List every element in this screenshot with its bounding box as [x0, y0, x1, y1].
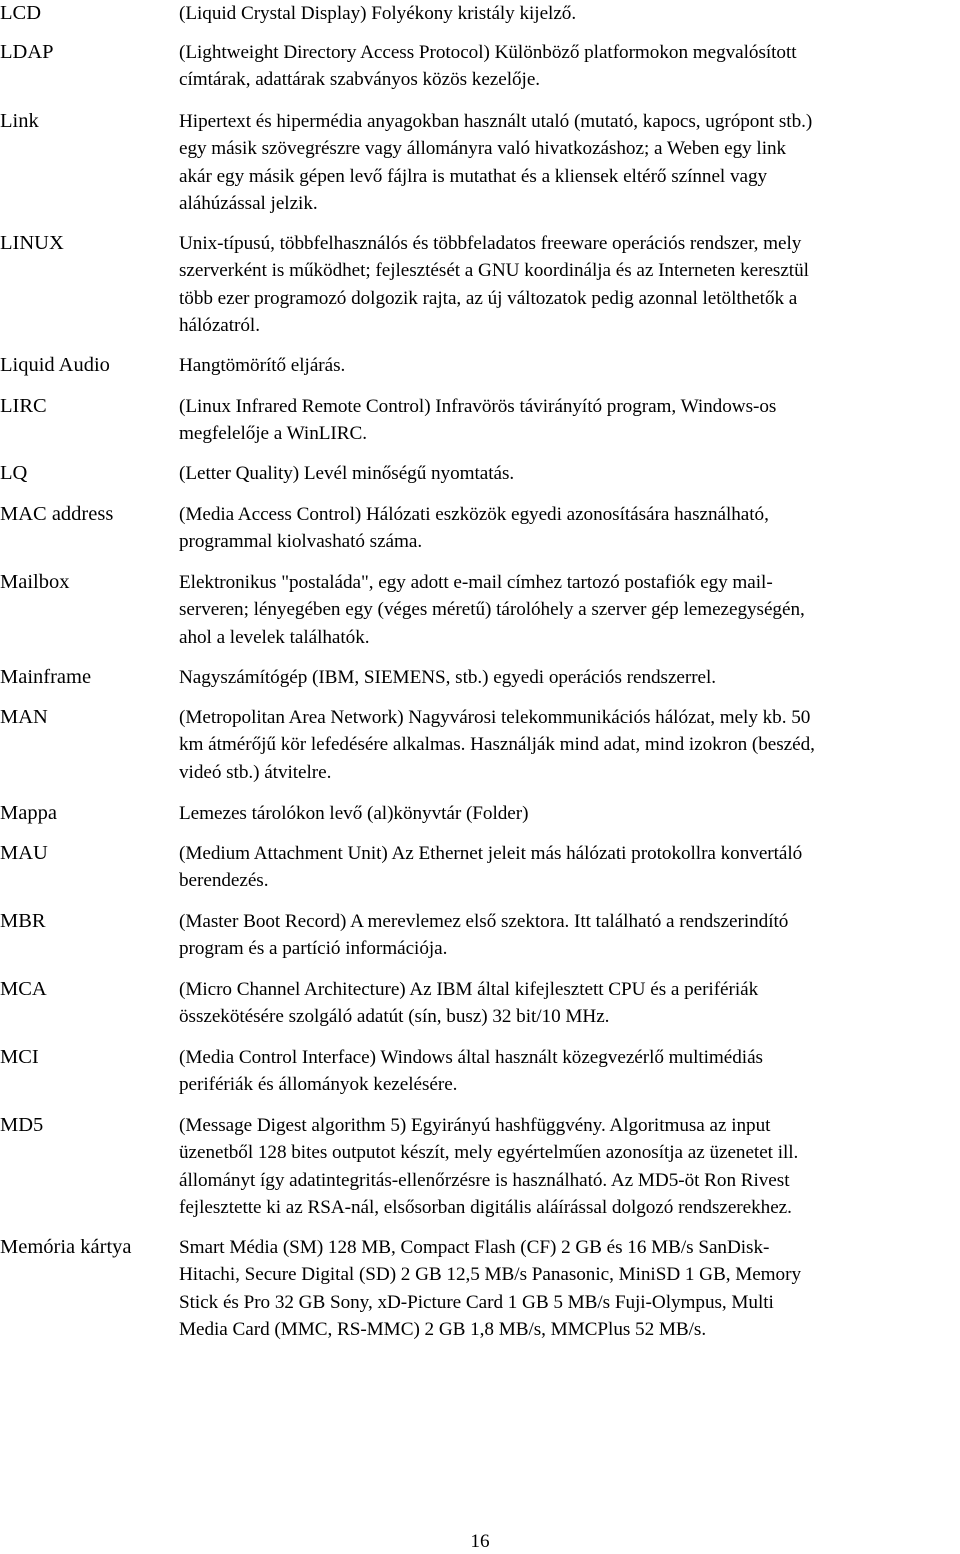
glossary-term: Liquid Audio	[0, 354, 110, 376]
definition-line: (Lightweight Directory Access Protocol) Különböző platformokon megvalósított	[179, 42, 797, 63]
glossary-definition	[179, 230, 960, 339]
glossary-definition	[179, 39, 960, 94]
definition-line: (Liquid Crystal Display) Folyékony kristály kijelző.	[179, 3, 577, 24]
definition-line: Nagyszámítógép (IBM, SIEMENS, stb.) egyedi operációs rendszerrel.	[179, 667, 717, 688]
glossary-term: MCA	[0, 978, 47, 1000]
definition-line: (Message Digest algorithm 5) Egyirányú hashfüggvény. Algoritmusa az input	[179, 1115, 771, 1136]
page-number: 16	[470, 1531, 490, 1552]
definition-line: aláhúzással jelzik.	[179, 192, 318, 214]
glossary-term: LCD	[0, 2, 41, 24]
definition-line: Hangtömörítő eljárás.	[179, 355, 346, 376]
definition-line: Lemezes tárolókon levő (al)könyvtár (Folder)	[179, 803, 529, 824]
definition-line: (Media Control Interface) Windows által használt közegvezérlő multimédiás	[179, 1047, 763, 1068]
glossary-term: MBR	[0, 910, 46, 932]
glossary-term: MCI	[0, 1046, 39, 1068]
glossary-definition	[179, 0, 960, 27]
glossary-definition	[179, 1234, 960, 1343]
glossary-definition	[179, 840, 960, 895]
glossary-definition	[179, 976, 960, 1031]
definition-line: perifériák és állományok kezelésére.	[179, 1074, 458, 1096]
definition-line: program és a partíció információja.	[179, 938, 448, 960]
glossary-term: LDAP	[0, 41, 54, 63]
definition-line: szerverként is működhet; fejlesztését a GNU koordinálja és az Interneten keresztül	[179, 260, 809, 282]
glossary-definition	[179, 664, 960, 691]
glossary-definition	[179, 108, 960, 217]
glossary-definition	[179, 393, 960, 448]
definition-line: videó stb.) átvitelre.	[179, 761, 332, 783]
glossary-definition	[179, 1112, 960, 1221]
glossary-definition	[179, 569, 960, 651]
definition-line: (Letter Quality) Levél minőségű nyomtatás.	[179, 463, 515, 484]
definition-line: (Master Boot Record) A merevlemez első szektora. Itt található a rendszerindító	[179, 911, 789, 932]
glossary-term: Link	[0, 110, 39, 132]
definition-line: megfelelője a WinLIRC.	[179, 423, 367, 445]
definition-line: (Media Access Control) Hálózati eszközök egyedi azonosítására használható,	[179, 504, 769, 525]
glossary-definition	[179, 908, 960, 963]
glossary-term: Mainframe	[0, 666, 92, 688]
definition-line: serveren; lényegében egy (véges méretű) tárolóhely a szerver gép lemezegységén,	[179, 599, 805, 621]
definition-line: (Micro Channel Architecture) Az IBM által kifejlesztett CPU és a perifériák	[179, 979, 759, 1000]
definition-line: berendezés.	[179, 870, 269, 892]
definition-line: Smart Média (SM) 128 MB, Compact Flash (CF) 2 GB és 16 MB/s SanDisk-	[179, 1237, 770, 1258]
glossary-term: Mailbox	[0, 571, 70, 593]
definition-line: programmal kiolvasható száma.	[179, 531, 423, 553]
definition-line: ahol a levelek találhatók.	[179, 626, 370, 648]
glossary-definition	[179, 704, 960, 786]
definition-line: Hipertext és hipermédia anyagokban használt utaló (mutató, kapocs, ugrópont stb.)	[179, 111, 813, 132]
glossary-term: MD5	[0, 1114, 44, 1136]
glossary-term: MAN	[0, 706, 48, 728]
glossary-definition	[179, 352, 960, 379]
glossary-definition	[179, 800, 960, 827]
definition-line: üzenetből 128 bites outputot készít, mely egyértelműen azonosítja az üzenetet ill.	[179, 1142, 799, 1164]
definition-line: (Metropolitan Area Network) Nagyvárosi telekommunikációs hálózat, mely kb. 50	[179, 707, 811, 728]
glossary-term: MAU	[0, 842, 48, 864]
definition-line: (Linux Infrared Remote Control) Infravörös távirányító program, Windows-os	[179, 396, 777, 417]
definition-line: állományt így adatintegritás-ellenőrzésre is használható. Az MD5-öt Ron Rivest	[179, 1169, 790, 1191]
definition-line: Hitachi, Secure Digital (SD) 2 GB 12,5 MB/s Panasonic, MiniSD 1 GB, Memory	[179, 1264, 801, 1286]
glossary-term: Mappa	[0, 802, 57, 824]
definition-line: Elektronikus "postaláda", egy adott e-mail címhez tartozó postafiók egy mail-	[179, 572, 773, 593]
glossary-definition	[179, 1044, 960, 1099]
definition-line: címtárak, adattárak szabványos közös kezelője.	[179, 69, 541, 91]
definition-line: Stick és Pro 32 GB Sony, xD-Picture Card 1 GB 5 MB/s Fuji-Olympus, Multi	[179, 1291, 774, 1313]
glossary-definition	[179, 501, 960, 556]
glossary-term: LIRC	[0, 395, 47, 417]
glossary-term: LINUX	[0, 232, 64, 254]
definition-line: több ezer programozó dolgozik rajta, az új változatok pedig azonnal letölthetők a	[179, 287, 798, 309]
definition-line: km átmérőjű kör lefedésére alkalmas. Használják mind adat, mind izokron (beszéd,	[179, 734, 815, 756]
definition-line: fejlesztette ki az RSA-nál, elsősorban digitális aláírással dolgozó rendszerekhez.	[179, 1196, 792, 1218]
definition-line: (Medium Attachment Unit) Az Ethernet jeleit más hálózati protokollra konvertáló	[179, 843, 803, 864]
glossary-definition	[179, 460, 960, 487]
glossary-term: MAC address	[0, 503, 114, 525]
definition-line: Media Card (MMC, RS-MMC) 2 GB 1,8 MB/s, MMCPlus 52 MB/s.	[179, 1318, 707, 1340]
definition-line: egy másik szövegrészre vagy állományra való hivatkozáshoz; a Weben egy link	[179, 138, 787, 160]
definition-line: Unix-típusú, többfelhasználós és többfeladatos freeware operációs rendszer, mely	[179, 233, 802, 254]
glossary-term: Memória kártya	[0, 1236, 132, 1258]
definition-line: összekötésére szolgáló adatút (sín, busz) 32 bit/10 MHz.	[179, 1006, 610, 1028]
definition-line: akár egy másik gépen levő fájlra is mutathat és a kliensek eltérő színnel vagy	[179, 165, 768, 187]
glossary-term: LQ	[0, 462, 28, 484]
definition-line: hálózatról.	[179, 314, 260, 336]
